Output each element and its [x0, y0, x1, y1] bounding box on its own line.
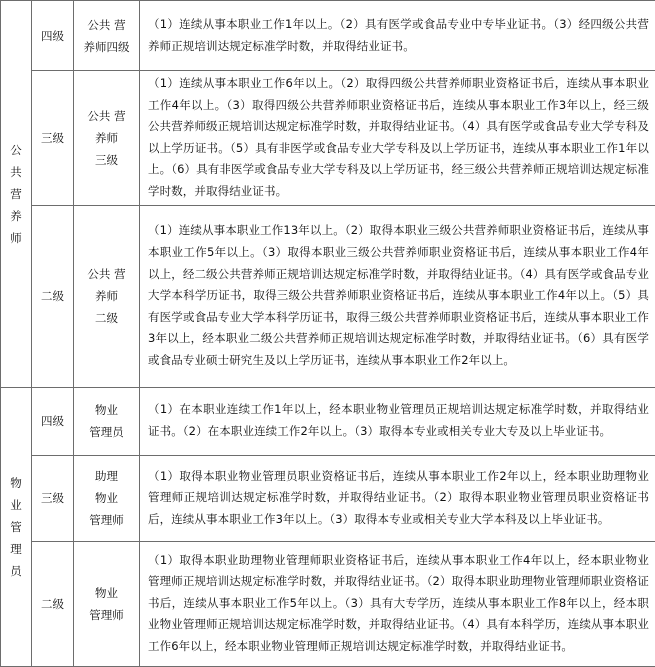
title-cell [74, 205, 140, 387]
level-cell: 三级 [32, 71, 74, 206]
level-cell: 四级 [32, 1, 74, 71]
requirements-cell: （1）连续从事本职业工作13年以上。（2）取得本职业三级公共营养师职业资格证书后，连续从事本职业工作5年以上。（3）取得本职业三级公共营养师职业资格证书后，连续从事本职业工作4年以上，经二级公共营养师正规培训达规定标准学时数，并取得结业证书。（4）具有医学或食品专业大学本科学历证书，取得三级公共营养师职业资格证书后，连续从事本职业工作4年以上。（5）具有医学或食品专业大学本科学历证书，取得三级公共营养师职业资格证书后，连续从事本职业工作3年以上，经本职业二级公共营养师正规培训达规定标准学时数，并取得结业证书。（6）具有医学或食品专业硕士研究生及以上学历证书，连续从事本职业工作2年以上。 [140, 205, 655, 387]
requirements-cell: （1）在本职业连续工作1年以上，经本职业物业管理员正规培训达规定标准学时数，并取得结业证书。（2）在本职业连续工作2年以上。（3）取得本专业或相关专业大专及以上毕业证书。 [140, 387, 655, 455]
requirements-cell: （1）连续从事本职业工作6年以上。（2）取得四级公共营养师职业资格证书后，连续从事本职业工作4年以上。（3）取得四级公共营养师职业资格证书后，连续从事本职业工作3年以上，经三级公共营养师级正规培训达规定标准学时数，并取得结业证书。（4）具有医学或食品专业大学专科及以上学历证书。（5）具有非医学或食品专业大学专科及以上学历证书，连续从事本职业工作1年以上。（6）具有非医学或食品专业大学专科及以上学历证书，经三级公共营养师正规培训达规定标准学时数，并取得结业证书。 [140, 71, 655, 206]
title-label: 物业 管理员 [74, 399, 139, 443]
category-label: 公共营养师 [10, 139, 23, 249]
category-cell [1, 1, 32, 388]
level-cell: 四级 [32, 387, 74, 455]
title-cell [74, 71, 140, 206]
category-cell [1, 387, 32, 666]
title-label: 助理 物业 管理师 [74, 465, 139, 531]
table-row [1, 541, 655, 666]
level-cell: 二级 [32, 541, 74, 666]
table-row [1, 387, 655, 455]
requirements-cell: （1）连续从事本职业工作1年以上。（2）具有医学或食品专业中专毕业证书。（3）经四级公共营养师正规培训达规定标准学时数，并取得结业证书。 [140, 1, 655, 71]
requirements-cell: （1）取得本职业物业管理员职业资格证书后，连续从事本职业工作2年以上，经本职业助理物业管理师正规培训达规定标准学时数，并取得结业证书。（2）取得本职业物业管理员职业资格证书后，连续从事本职业工作3年以上。（3）取得本专业或相关专业大学本科及以上毕业证书。 [140, 455, 655, 541]
title-cell [74, 387, 140, 455]
title-cell [74, 455, 140, 541]
title-cell [74, 1, 140, 71]
title-label: 物业 管理师 [74, 582, 139, 626]
requirements-cell: （1）取得本职业助理物业管理师职业资格证书后，连续从事本职业工作4年以上，经本职业物业管理师正规培训达规定标准学时数，并取得结业证书。（2）取得本职业助理物业管理师职业资格证书后，连续从事本职业工作5年以上。（3）具有大专学历，连续从事本职业工作8年以上，经本职业物业管理师正规培训达规定标准学时数，并取得结业证书。（4）具有本科学历，连续从事本职业工作6年以上，经本职业物业管理师正规培训达规定标准学时数，并取得结业证书。 [140, 541, 655, 666]
category-label: 物业管理员 [10, 472, 23, 582]
title-label: 公共 营 养师 三级 [74, 105, 139, 171]
table-row [1, 205, 655, 387]
level-cell: 二级 [32, 205, 74, 387]
table-row [1, 455, 655, 541]
table-row [1, 1, 655, 71]
level-cell: 三级 [32, 455, 74, 541]
title-cell [74, 541, 140, 666]
title-label: 公共 营 养师 二级 [74, 263, 139, 329]
table-row [1, 71, 655, 206]
title-label: 公共 营 养师四级 [74, 14, 139, 58]
